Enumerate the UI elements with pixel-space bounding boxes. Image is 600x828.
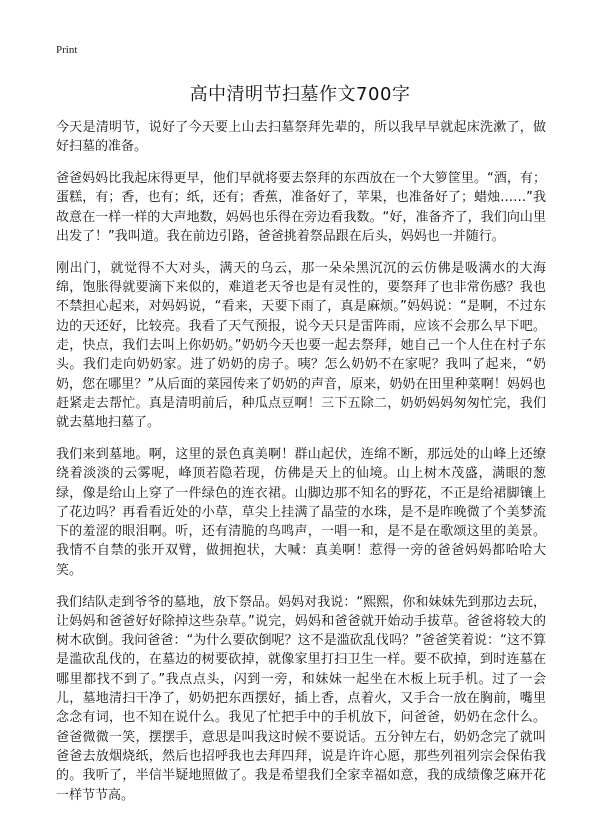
article-body xyxy=(56,118,546,817)
paragraph: 今天是清明节，说好了今天要上山去扫墓祭拜先辈的，所以我早早就起床洗漱了，做好扫墓的准备。 xyxy=(56,120,546,155)
paragraph: 我们来到墓地。啊，这里的景色真美啊！群山起伏，连绵不断，那远处的山峰上还缭绕着淡淡的云雾呢，峰顶若隐若现，仿佛是天上的仙境。山上树木茂盛，满眼的葱绿，像是给山上穿了一件绿色的连衣裙。山脚边那不知名的野花，不正是给裙脚镶上了花边吗？再看看近处的小草，草尖上挂满了晶莹的水珠，是不是昨晚微了个美梦流下的羞涩的眼泪啊。听，还有清脆的鸟鸣声，一唱一和，是不是在歌颂这里的美景。我情不自禁的张开双臂，做拥抱状，大喊：真美啊！惹得一旁的爸爸妈妈都哈哈大笑。 xyxy=(56,446,546,578)
paragraph: 我们结队走到爷爷的墓地，放下祭品。妈妈对我说：“熙熙，你和妹妹先到那边去玩，让妈妈和爸爸好好除掉这些杂草。”说完，妈妈和爸爸就开始动手拔草。爸爸将较大的树木砍倒。我问爸爸：“为什么要砍倒呢？这不是滥砍乱伐吗？”爸爸笑着说：“这不算是滥砍乱伐的，在墓边的树要砍掉，就像家里打扫卫生一样。要不砍掉，到时连墓在哪里都找不到了。”我点点头，闪到一旁，和妹妹一起坐在木板上玩手机。过了一会儿，墓地清扫干净了，奶奶把东西摆好，插上香，点着火，又手合一放在胸前，嘴里念念有词，也不知在说什么。我见了忙把手中的手机放下，问爸爸，奶奶在念什么。爸爸微微一笑，摆摆手，意思是叫我这时候不要说话。五分钟左右，奶奶念完了就叫爸爸去放烟烧纸，然后也招呼我也去拜四拜，说是许许心愿，那些列祖列宗会保佑我的。我听了，半信半疑地照做了。我是希望我们全家幸福如意，我的成绩像芝麻开花一样节节高。 xyxy=(56,594,546,803)
paragraph: 爸爸妈妈比我起床得更早，他们早就将要去祭拜的东西放在一个大箩筐里。“酒，有；蛋糕，有；香，也有；纸，还有；香蕉，准备好了，苹果，也准备好了；蜡烛……”我故意在一样一样的大声地数，妈妈也乐得在旁边看我数。“好，准备齐了，我们向山里出发了！”我叫道。我在前边引路，爸爸挑着祭品跟在后头，妈妈也一并随行。 xyxy=(56,171,546,244)
page-title: 高中清明节扫墓作文700字 xyxy=(189,84,411,105)
paragraph: 刚出门，就觉得不大对头，满天的乌云，那一朵朵黑沉沉的云仿佛是吸满水的大海绵，饱胀得就要滴下来似的，难道老天爷也是有灵性的，要祭拜了也非常伤感？我也不禁担心起来，对妈妈说，“看来，天要下雨了，真是麻烦。”妈妈说：“是啊，不过东边的天还好，比较亮。我看了天气预报，说今天只是雷阵雨，应该不会那么早下吧。走，快点，我们去叫上你奶奶。”奶奶今天也要一起去祭拜，她自己一个人住在村子东头。我们走向奶奶家。进了奶奶的房子。咦？怎么奶奶不在家呢？我叫了起来，“奶奶，您在哪里？”从后面的菜园传来了奶奶的声音，原来，奶奶在田里种菜啊！妈妈也赶紧走去帮忙。真是清明前后，种瓜点豆啊！三下五除二，奶奶妈妈匆匆忙完，我们就去墓地扫墓了。 xyxy=(56,260,546,431)
print-link[interactable]: Print xyxy=(56,44,78,56)
